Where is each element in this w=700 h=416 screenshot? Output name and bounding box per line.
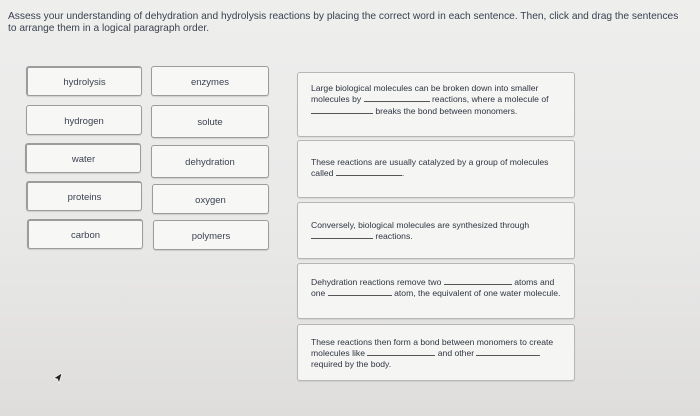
sentence-text: required by the body.: [311, 358, 392, 369]
word-tile-polymers[interactable]: [153, 220, 269, 250]
word-tile-label: polymers: [191, 231, 231, 242]
word-tile-label: carbon: [70, 230, 101, 241]
sentence-card-4[interactable]: [297, 263, 575, 319]
word-tile-label: water: [71, 154, 96, 165]
word-tile-oxygen[interactable]: [152, 184, 269, 214]
word-tile-solute[interactable]: [151, 105, 269, 138]
word-tile-hydrolysis[interactable]: [26, 66, 142, 96]
word-tile-enzymes[interactable]: [151, 66, 269, 96]
answer-blank[interactable]: [336, 167, 405, 179]
sentence-text: atom, the equivalent of one water molecule.: [394, 288, 561, 299]
word-tile-dehydration[interactable]: [151, 145, 269, 178]
answer-blank[interactable]: [364, 93, 430, 102]
word-tile-label: proteins: [67, 192, 102, 203]
word-tile-proteins[interactable]: [26, 181, 142, 211]
answer-blank[interactable]: [328, 287, 392, 296]
answer-blank[interactable]: [476, 347, 540, 356]
word-tile-hydrogen[interactable]: [26, 105, 142, 135]
sentence-text: reactions.: [375, 231, 413, 242]
sentence-text: reactions, where a molecule of: [431, 94, 549, 105]
word-tile-label: solute: [197, 117, 223, 128]
sentence-text: Dehydration reactions remove two: [311, 277, 442, 287]
answer-blank[interactable]: [444, 276, 512, 285]
sentence-text: .: [401, 168, 405, 179]
sentence-text: Conversely, biological molecules are synthesized through: [311, 220, 530, 230]
answer-blank[interactable]: [311, 230, 373, 239]
instructions-text: Assess your understanding of dehydration and hydrolysis reactions by placing the correct word in each sentence. Then, click and drag the sentences to arrange them in a logical paragraph order.: [8, 11, 679, 34]
word-tile-label: enzymes: [190, 77, 229, 88]
sentence-card-5[interactable]: [297, 324, 575, 381]
sentence-text: These reactions then form a bond between monomers to create molecules like: [311, 337, 554, 359]
answer-blank[interactable]: [311, 105, 373, 114]
sentence-text: breaks the bond between monomers.: [375, 105, 518, 116]
word-tile-carbon[interactable]: [27, 219, 143, 249]
word-tile-label: hydrogen: [64, 116, 104, 127]
mouse-cursor-icon: [52, 372, 64, 384]
word-tile-label: hydrolysis: [63, 77, 106, 88]
word-tile-water[interactable]: [25, 143, 141, 173]
answer-blank[interactable]: [367, 347, 435, 356]
sentence-card-1[interactable]: [297, 72, 575, 137]
word-tile-label: dehydration: [185, 157, 235, 168]
sentence-text: Large biological molecules can be broken down into smaller molecules by: [311, 83, 539, 105]
sentence-text: and other: [437, 348, 475, 359]
sentence-text: These reactions are usually catalyzed by a group of molecules called: [311, 157, 549, 179]
word-tile-label: oxygen: [195, 195, 226, 206]
sentence-card-2[interactable]: [297, 140, 575, 198]
sentence-text: atoms and one: [311, 277, 555, 299]
sentence-card-3[interactable]: [297, 202, 575, 259]
